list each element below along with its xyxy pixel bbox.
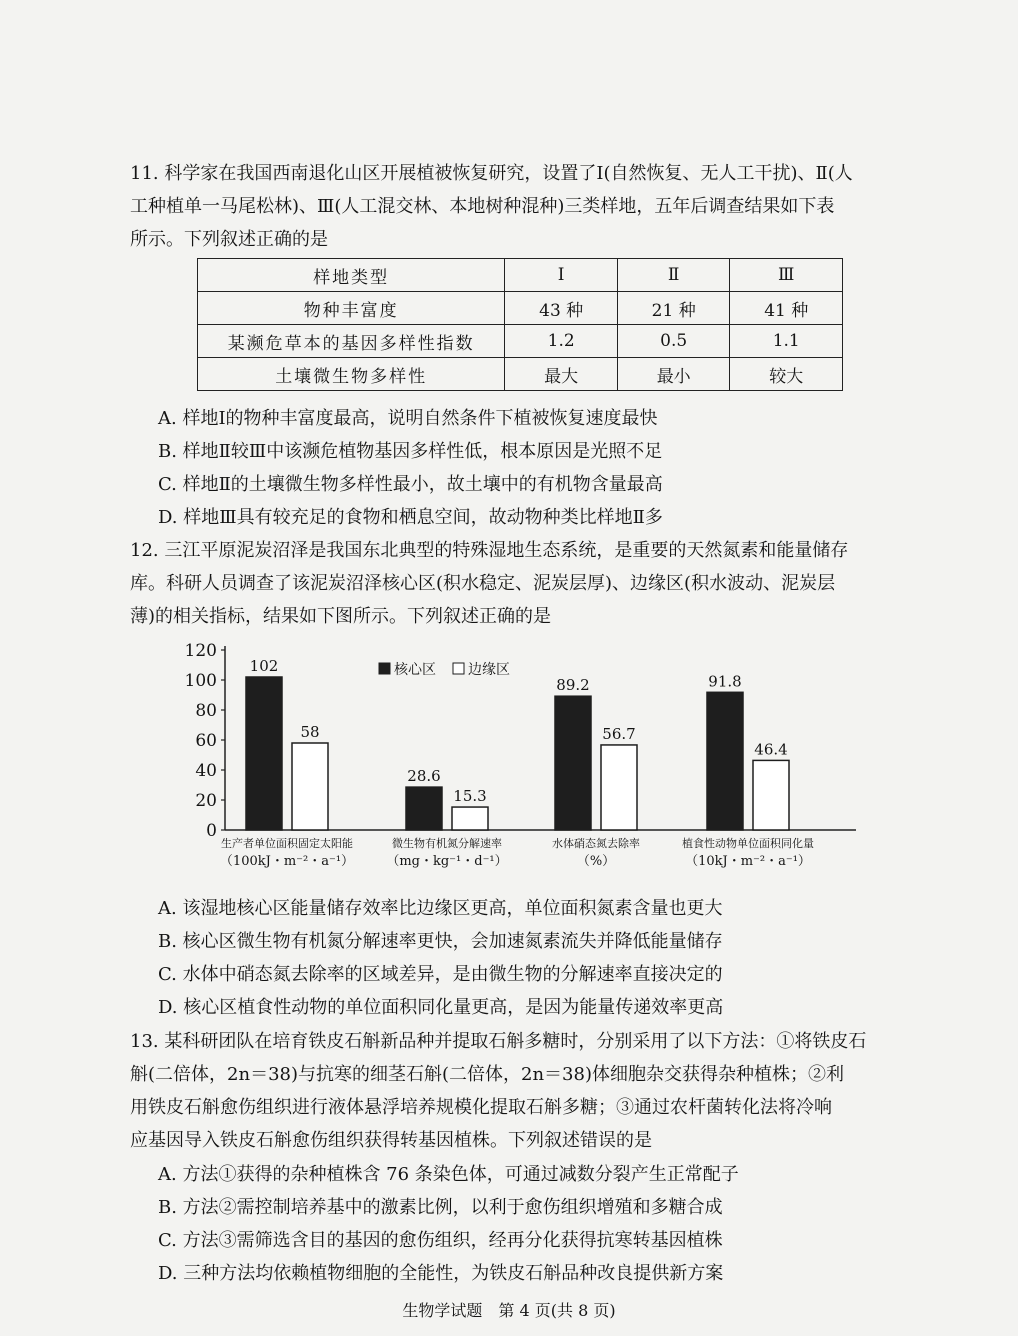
x-category-label: 生产者单位面积固定太阳能 xyxy=(221,837,353,850)
q11-option-c: C. 样地Ⅱ的土壤微生物多样性最小，故土壤中的有机物含量最高 xyxy=(158,474,663,495)
q13-option-d: D. 三种方法均依赖植物细胞的全能性，为铁皮石斛品种改良提供新方案 xyxy=(158,1263,724,1284)
bar-edge xyxy=(753,760,789,830)
q12-line-2: 库。科研人员调查了该泥炭沼泽核心区(积水稳定、泥炭层厚)、边缘区(积水波动、泥炭层 xyxy=(130,573,836,594)
data-label: 102 xyxy=(249,657,279,675)
data-label: 46.4 xyxy=(754,740,788,759)
q13-option-b: B. 方法②需控制培养基中的激素比例，以利于愈伤组织增殖和多糖合成 xyxy=(158,1197,723,1218)
q11-option-d: D. 样地Ⅲ具有较充足的食物和栖息空间，故动物种类比样地Ⅱ多 xyxy=(158,507,663,528)
table-header-cell: Ⅲ xyxy=(730,259,843,292)
x-category-unit: （100kJ・m⁻²・a⁻¹） xyxy=(219,854,355,869)
table-cell: 21 种 xyxy=(617,292,730,325)
table-cell: 1.2 xyxy=(505,325,618,358)
q12-bar-chart xyxy=(180,636,860,876)
table-cell: 某濒危草本的基因多样性指数 xyxy=(198,325,505,358)
bar-core xyxy=(707,692,743,830)
q12-option-a: A. 该湿地核心区能量储存效率比边缘区更高，单位面积氮素含量也更大 xyxy=(158,898,723,919)
table-cell: 最大 xyxy=(505,358,618,391)
table-cell: 最小 xyxy=(617,358,730,391)
data-label: 89.2 xyxy=(556,676,590,695)
q12-option-b: B. 核心区微生物有机氮分解速率更快，会加速氮素流失并降低能量储存 xyxy=(158,931,723,952)
q11-line-2: 工种植单一马尾松林)、Ⅲ(人工混交林、本地树种混种)三类样地，五年后调查结果如下表 xyxy=(130,196,835,217)
table-row xyxy=(198,292,843,325)
x-category-unit: （10kJ・m⁻²・a⁻¹） xyxy=(685,854,811,869)
y-tick-label: 0 xyxy=(206,821,217,841)
q13-option-a: A. 方法①获得的杂种植株含 76 条染色体，可通过减数分裂产生正常配子 xyxy=(158,1164,739,1185)
legend-swatch-core xyxy=(379,663,390,674)
x-category-unit: （%） xyxy=(576,854,616,869)
q11-line-3: 所示。下列叙述正确的是 xyxy=(130,229,328,250)
y-tick-label: 20 xyxy=(195,791,217,811)
legend-label-edge: 边缘区 xyxy=(468,662,510,678)
y-tick-label: 100 xyxy=(184,671,217,691)
y-tick-label: 80 xyxy=(195,701,217,721)
table-cell: 41 种 xyxy=(730,292,843,325)
page-footer: 生物学试题 第 4 页(共 8 页) xyxy=(402,1301,616,1320)
data-label: 15.3 xyxy=(453,787,487,806)
table-header-cell: Ⅰ xyxy=(505,259,618,292)
q12-line-3: 薄)的相关指标，结果如下图所示。下列叙述正确的是 xyxy=(130,606,552,627)
table-cell: 43 种 xyxy=(505,292,618,325)
bar-core xyxy=(406,787,442,830)
data-label: 58 xyxy=(300,723,320,741)
y-tick-label: 60 xyxy=(195,731,217,751)
x-category-unit: （mg・kg⁻¹・d⁻¹） xyxy=(386,854,508,869)
bar-core xyxy=(555,696,591,830)
table-cell: 物种丰富度 xyxy=(198,292,505,325)
q13-option-c: C. 方法③需筛选含目的基因的愈伤组织，经再分化获得抗寒转基因植株 xyxy=(158,1230,723,1251)
q13-line-3: 用铁皮石斛愈伤组织进行液体悬浮培养规模化提取石斛多糖；③通过农杆菌转化法将冷响 xyxy=(130,1097,832,1118)
bar-edge xyxy=(601,745,637,830)
y-tick-label: 40 xyxy=(195,761,217,781)
table-row xyxy=(198,325,843,358)
table-cell: 较大 xyxy=(730,358,843,391)
table-row xyxy=(198,358,843,391)
table-header-cell: Ⅱ xyxy=(617,259,730,292)
data-label: 91.8 xyxy=(708,672,742,691)
table-header-cell: 样地类型 xyxy=(198,259,505,292)
x-category-label: 微生物有机氮分解速率 xyxy=(392,837,502,850)
y-tick-label: 120 xyxy=(184,641,217,661)
bar-core xyxy=(246,677,282,830)
data-label: 28.6 xyxy=(407,767,441,786)
q12-option-d: D. 核心区植食性动物的单位面积同化量更高，是因为能量传递效率更高 xyxy=(158,997,724,1018)
x-category-label: 水体硝态氮去除率 xyxy=(552,837,640,850)
q12-line-1: 12. 三江平原泥炭沼泽是我国东北典型的特殊湿地生态系统，是重要的天然氮素和能量储存 xyxy=(130,540,849,561)
legend-swatch-edge xyxy=(453,663,464,674)
q13-line-1: 13. 某科研团队在培育铁皮石斛新品种并提取石斛多糖时，分别采用了以下方法：①将铁皮石 xyxy=(130,1031,867,1052)
x-category-label: 植食性动物单位面积同化量 xyxy=(682,837,814,850)
question-13-stem xyxy=(130,1025,890,1157)
question-12-stem xyxy=(130,534,890,633)
bar-edge xyxy=(452,807,488,830)
table-cell: 1.1 xyxy=(730,325,843,358)
table-cell: 0.5 xyxy=(617,325,730,358)
question-11-stem xyxy=(130,157,890,256)
table-row xyxy=(198,259,843,292)
legend-label-core: 核心区 xyxy=(394,662,436,678)
q11-data-table xyxy=(197,258,843,391)
q13-line-2: 斛(二倍体，2n＝38)与抗寒的细茎石斛(二倍体，2n＝38)体细胞杂交获得杂种植株；②利 xyxy=(130,1064,844,1085)
q13-line-4: 应基因导入铁皮石斛愈伤组织获得转基因植株。下列叙述错误的是 xyxy=(130,1130,652,1151)
q12-option-c: C. 水体中硝态氮去除率的区域差异，是由微生物的分解速率直接决定的 xyxy=(158,964,723,985)
table-cell: 土壤微生物多样性 xyxy=(198,358,505,391)
bar-edge xyxy=(292,743,328,830)
data-label: 56.7 xyxy=(602,724,636,743)
q11-option-b: B. 样地Ⅱ较Ⅲ中该濒危植物基因多样性低，根本原因是光照不足 xyxy=(158,441,663,462)
q11-option-a: A. 样地Ⅰ的物种丰富度最高，说明自然条件下植被恢复速度最快 xyxy=(158,408,658,429)
q11-line-1: 11. 科学家在我国西南退化山区开展植被恢复研究，设置了Ⅰ(自然恢复、无人工干扰)、Ⅱ(人 xyxy=(130,163,853,184)
